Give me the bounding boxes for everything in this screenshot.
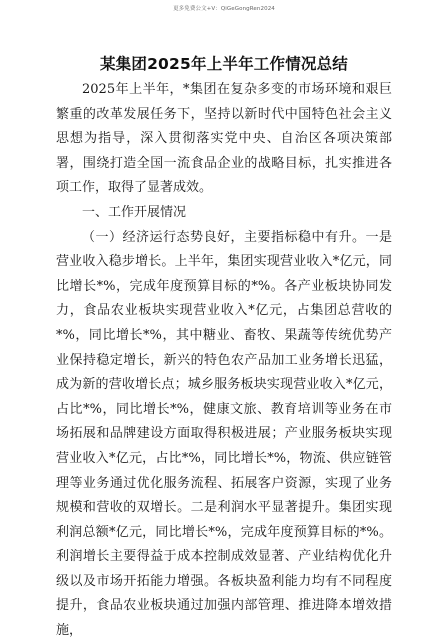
header-watermark: 更多免费公文+V：QiGeGongRen2024 — [173, 6, 275, 12]
body-paragraph: （一）经济运行态势良好，主要指标稳中有升。一是营业收入稳步增长。上半年，集团实现营业收入*亿元，同比增长*%，完成年度预算目标的*%。各产业板块协同发力，食品农业板块实现营业收入*亿元，占集团总营收的*%，同比增长*%，其中糖业、畜牧、果蔬等传统优势产业保持稳定增长，新兴的特色农产品加工业务增长迅猛，成为新的营收增长点；城乡服务板块实现营业收入*亿元，占比*%，同比增长*%，健康文旅、教育培训等业务在市场拓展和品牌建设方面取得积极进展；产业服务板块实现营业收入*亿元，占比*%，同比增长*%，物流、供应链管理等业务通过优化服务流程、拓展客户资源，实现了业务规模和营收的双增长。二是利润水平显著提升。集团实现利润总额*亿元，同比增长*%，完成年度预算目标的*%。利润增长主要得益于成本控制成效显著、产业结构优化升级以及市场开拓能力增强。各板块盈利能力均有不同程度提升，食品农业板块通过加强内部管理、推进降本增效措施， — [56, 229, 392, 639]
section-heading: 一、工作开展情况 — [82, 204, 187, 220]
document-body — [56, 78, 392, 644]
intro-paragraph: 2025年上半年，*集团在复杂多变的市场环境和艰巨繁重的改革发展任务下，坚持以新时代中国特色社会主义思想为指导，深入贯彻落实党中央、自治区各项决策部署，围绕打造全国一流食品企业的战略目标，扎实推进各项工作，取得了显著成效。 — [56, 82, 392, 196]
page-title: 某集团2025年上半年工作情况总结 — [99, 55, 349, 73]
